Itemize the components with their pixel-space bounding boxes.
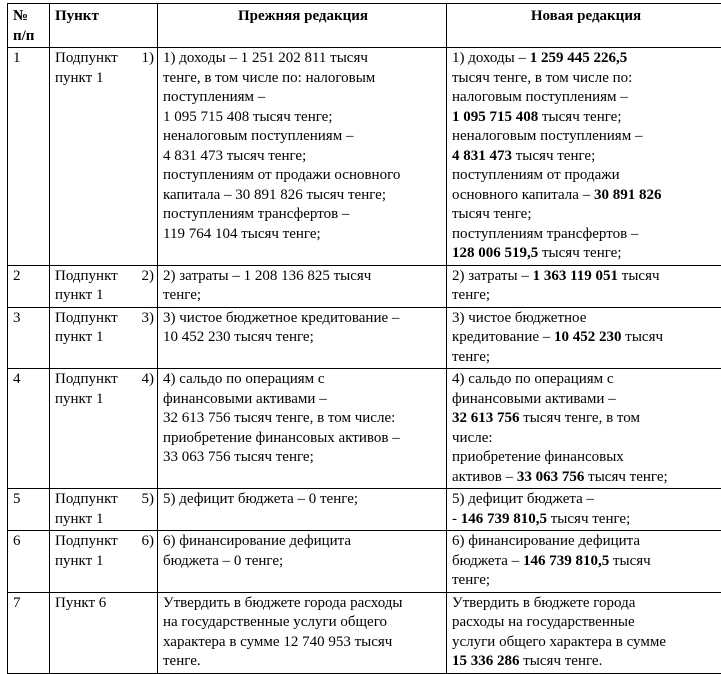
text-line: расходы на государственные xyxy=(452,613,720,633)
text-line: тенге; xyxy=(452,286,720,306)
text-line: поступлениям трансфертов – xyxy=(452,225,720,245)
table-row xyxy=(8,369,721,489)
text-line: неналоговым поступлениям – xyxy=(452,127,720,147)
new-edition-text xyxy=(447,48,721,266)
amended-amount: 10 452 230 xyxy=(554,329,622,345)
text-line: 128 006 519,5 тысяч тенге; xyxy=(452,244,720,264)
previous-edition-text: 1) доходы – 1 251 202 811 тысяч тенге, в том числе по: налоговым поступлениям – 1 095 715 408 тысяч тенге; неналоговым поступлениям – 4 831 473 тысяч тенге; поступлениям от продажи основного капитала – 30 891 826 тысяч тенге; поступлениям трансфертов – 119 764 104 тысяч тенге; xyxy=(158,48,447,266)
text-line: 4 831 473 тысяч тенге; xyxy=(452,147,720,167)
amended-amount: 32 613 756 xyxy=(452,410,520,426)
table-row xyxy=(8,489,721,531)
table-row xyxy=(8,307,721,369)
text-line: 2) затраты – 1 363 119 051 тысяч xyxy=(452,267,720,287)
row-number: 3 xyxy=(8,307,50,369)
table-row xyxy=(8,592,721,673)
text-line: приобретение финансовых xyxy=(452,448,720,468)
row-item: Подпункт 4) пункт 1 xyxy=(50,369,158,489)
text-line: 4) сальдо по операциям с xyxy=(452,370,720,390)
row-number: 4 xyxy=(8,369,50,489)
table-row xyxy=(8,48,721,266)
previous-edition-text: 4) сальдо по операциям с финансовыми активами – 32 613 756 тысяч тенге, в том числе: приобретение финансовых активов – 33 063 756 тысяч тенге; xyxy=(158,369,447,489)
text-line: 6) финансирование дефицита xyxy=(452,532,720,552)
header-previous-edition: Прежняя редакция xyxy=(158,4,447,48)
text-line: тысяч тенге, в том числе по: xyxy=(452,69,720,89)
row-number: 5 xyxy=(8,489,50,531)
amended-amount: 128 006 519,5 xyxy=(452,245,538,261)
new-edition-text xyxy=(447,489,721,531)
row-number: 1 xyxy=(8,48,50,266)
previous-edition-text: Утвердить в бюджете города расходы на государственные услуги общего характера в сумме 12 740 953 тысяч тенге. xyxy=(158,592,447,673)
text-line: - 146 739 810,5 тысяч тенге; xyxy=(452,510,720,530)
row-item: Подпункт 5) пункт 1 xyxy=(50,489,158,531)
new-edition-text xyxy=(447,531,721,593)
amended-amount: 146 739 810,5 xyxy=(461,511,547,527)
text-line: активов – 33 063 756 тысяч тенге; xyxy=(452,468,720,488)
row-number: 6 xyxy=(8,531,50,593)
amendment-document xyxy=(7,3,721,674)
new-edition-text xyxy=(447,265,721,307)
table-row xyxy=(8,265,721,307)
header-row xyxy=(8,4,721,48)
row-item: Подпункт 6) пункт 1 xyxy=(50,531,158,593)
previous-edition-text: 6) финансирование дефицита бюджета – 0 тенге; xyxy=(158,531,447,593)
text-line: тенге; xyxy=(452,348,720,368)
amended-amount: 30 891 826 xyxy=(594,187,662,203)
text-line: тысяч тенге; xyxy=(452,205,720,225)
row-item: Подпункт 1) пункт 1 xyxy=(50,48,158,266)
header-new-edition: Новая редакция xyxy=(447,4,721,48)
header-item: Пункт xyxy=(50,4,158,48)
text-line: кредитование – 10 452 230 тысяч xyxy=(452,328,720,348)
text-line: 5) дефицит бюджета – xyxy=(452,490,720,510)
previous-edition-text: 2) затраты – 1 208 136 825 тысяч тенге; xyxy=(158,265,447,307)
row-item: Подпункт 2) пункт 1 xyxy=(50,265,158,307)
header-number: № п/п xyxy=(8,4,50,48)
text-line: основного капитала – 30 891 826 xyxy=(452,186,720,206)
text-line: 3) чистое бюджетное xyxy=(452,309,720,329)
previous-edition-text: 3) чистое бюджетное кредитование – 10 452 230 тысяч тенге; xyxy=(158,307,447,369)
text-line: 32 613 756 тысяч тенге, в том xyxy=(452,409,720,429)
text-line: бюджета – 146 739 810,5 тысяч xyxy=(452,552,720,572)
text-line: поступлениям от продажи xyxy=(452,166,720,186)
new-edition-text xyxy=(447,307,721,369)
amended-amount: 146 739 810,5 xyxy=(523,553,609,569)
row-number: 2 xyxy=(8,265,50,307)
row-item: Пункт 6 xyxy=(50,592,158,673)
text-line: 15 336 286 тысяч тенге. xyxy=(452,652,720,672)
text-line: финансовыми активами – xyxy=(452,390,720,410)
previous-edition-text: 5) дефицит бюджета – 0 тенге; xyxy=(158,489,447,531)
text-line: Утвердить в бюджете города xyxy=(452,594,720,614)
amended-amount: 15 336 286 xyxy=(452,653,520,669)
table-row xyxy=(8,531,721,593)
text-line: 1 095 715 408 тысяч тенге; xyxy=(452,108,720,128)
text-line: налоговым поступлениям – xyxy=(452,88,720,108)
amended-amount: 33 063 756 xyxy=(517,469,585,485)
text-line: тенге; xyxy=(452,571,720,591)
amended-amount: 4 831 473 xyxy=(452,148,512,164)
row-number: 7 xyxy=(8,592,50,673)
text-line: 1) доходы – 1 259 445 226,5 xyxy=(452,49,720,69)
row-item: Подпункт 3) пункт 1 xyxy=(50,307,158,369)
text-line: числе: xyxy=(452,429,720,449)
new-edition-text xyxy=(447,369,721,489)
amendment-table xyxy=(7,3,721,674)
amended-amount: 1 363 119 051 xyxy=(533,268,618,284)
amended-amount: 1 259 445 226,5 xyxy=(530,50,628,66)
text-line: услуги общего характера в сумме xyxy=(452,633,720,653)
new-edition-text xyxy=(447,592,721,673)
amended-amount: 1 095 715 408 xyxy=(452,109,538,125)
